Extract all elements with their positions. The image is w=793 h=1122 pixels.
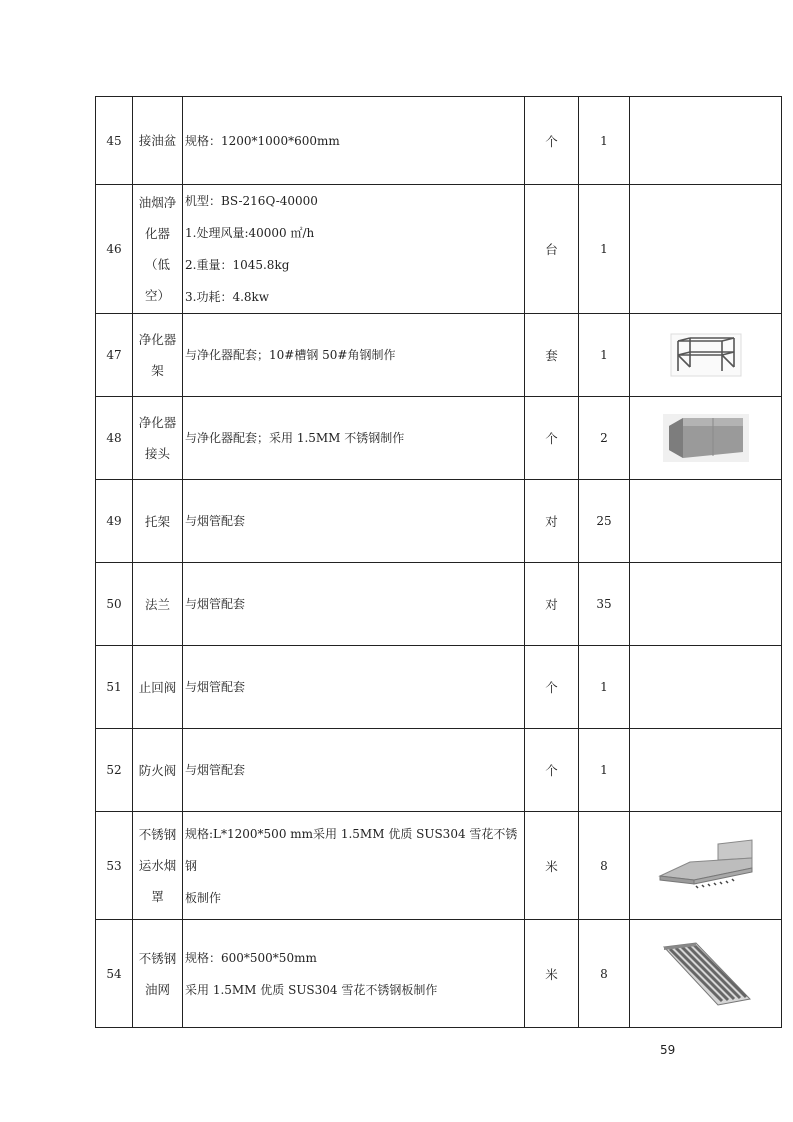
item-quantity: 1 [600,763,608,777]
item-quantity: 1 [600,348,608,362]
item-number-cell [96,646,133,729]
item-number-cell [96,729,133,812]
item-name-line: （低 [144,257,170,272]
equipment-table [95,96,782,1028]
item-image-cell [630,920,782,1028]
item-name-cell [133,397,183,480]
item-image-cell [630,97,782,185]
item-spec-line: 与烟管配套 [185,597,246,611]
item-quantity-cell [579,646,630,729]
item-name-line: 接头 [144,446,170,461]
page-number: 59 [660,1043,676,1057]
item-name-line: 托架 [144,513,170,529]
item-number-cell [96,812,133,920]
item-unit: 个 [545,133,558,149]
item-unit: 套 [545,348,558,363]
item-number: 45 [106,133,122,148]
grease-filter-image [656,966,756,980]
item-number: 47 [106,348,122,362]
item-spec-cell [183,729,525,812]
item-image-cell [630,563,782,646]
item-number: 48 [106,431,122,445]
item-image-cell [630,480,782,563]
item-spec-cell [183,812,525,920]
table-row [96,729,782,812]
item-name-cell [133,729,183,812]
item-name-cell [133,920,183,1028]
item-name-cell [133,646,183,729]
item-unit-cell [525,97,579,185]
item-unit-cell [525,563,579,646]
item-spec-line: 1.处理风量:40000 ㎡/h [185,226,315,240]
item-unit: 个 [545,763,558,778]
item-spec-cell [183,185,525,314]
item-spec-cell [183,646,525,729]
item-unit-cell [525,314,579,397]
item-name-line: 空） [144,288,170,303]
item-name-cell [133,563,183,646]
item-name-line: 净化器 [138,415,177,430]
item-name-line: 罩 [151,889,164,904]
item-image-cell [630,812,782,920]
item-number-cell [96,314,133,397]
table-row [96,97,782,185]
item-spec-line: 与净化器配套；10#槽钢 50#角钢制作 [185,348,396,362]
range-hood-image [656,858,756,872]
item-number-cell [96,397,133,480]
item-spec-cell [183,563,525,646]
item-spec-line: 3.功耗：4.8kw [185,290,270,304]
item-unit-cell [525,646,579,729]
item-spec-line: 板制作 [185,890,222,905]
item-spec-line: 与烟管配套 [185,763,246,777]
item-spec-cell [183,314,525,397]
item-number: 51 [106,680,122,694]
item-spec-line: 采用 1.5MM 优质 SUS304 雪花不锈钢板制作 [185,982,438,997]
item-name-cell [133,480,183,563]
item-quantity-cell [579,397,630,480]
item-unit: 对 [545,597,558,612]
item-quantity: 1 [600,242,608,256]
item-unit-cell [525,397,579,480]
item-name-line: 防火阀 [138,762,177,778]
item-name-cell [133,812,183,920]
item-name-line: 净化器 [138,332,177,347]
item-quantity: 8 [600,966,608,981]
item-image-cell [630,729,782,812]
table-row [96,920,782,1028]
item-unit: 个 [545,431,558,446]
item-name-line: 油烟净 [138,195,177,210]
item-quantity: 1 [600,680,608,694]
item-number-cell [96,920,133,1028]
table-row [96,646,782,729]
item-number-cell [96,480,133,563]
item-quantity-cell [579,920,630,1028]
table-row [96,314,782,397]
item-spec-line: 规格：1200*1000*600mm [185,133,340,148]
item-spec-cell [183,97,525,185]
table-row [96,397,782,480]
item-number-cell [96,97,133,185]
item-number-cell [96,563,133,646]
item-number: 50 [106,597,122,611]
item-name-line: 不锈钢 [138,950,177,966]
item-spec-cell [183,480,525,563]
item-quantity-cell [579,314,630,397]
table-row [96,563,782,646]
steel-frame-image [670,348,742,362]
item-unit: 米 [545,858,558,874]
item-quantity-cell [579,563,630,646]
item-spec-cell [183,920,525,1028]
item-image-cell [630,314,782,397]
item-spec-line: 2.重量：1045.8kg [185,258,290,272]
item-name-line: 止回阀 [138,679,177,695]
item-number: 46 [106,242,122,256]
item-spec-line: 与烟管配套 [185,514,246,528]
item-unit: 米 [545,966,558,982]
item-quantity-cell [579,97,630,185]
item-quantity-cell [579,729,630,812]
item-unit-cell [525,920,579,1028]
item-number: 52 [106,763,122,777]
item-image-cell [630,646,782,729]
item-number: 49 [106,514,122,528]
item-spec-cell [183,397,525,480]
item-name-line: 不锈钢 [138,827,177,842]
item-unit-cell [525,480,579,563]
item-name-cell [133,185,183,314]
item-spec-line: 规格:L*1200*500 mm采用 1.5MM 优质 SUS304 雪花不锈钢 [185,826,518,873]
table-body [96,97,782,1028]
table-row [96,480,782,563]
item-unit: 对 [545,514,558,529]
item-image-cell [630,185,782,314]
item-spec-line: 规格：600*500*50mm [185,950,317,965]
item-unit-cell [525,729,579,812]
item-unit-cell [525,812,579,920]
table-row [96,812,782,920]
item-quantity: 2 [600,431,608,445]
duct-connector-image [663,431,749,445]
item-unit: 台 [545,242,558,257]
item-name-line: 化器 [144,226,170,241]
item-spec-line: 机型：BS-216Q-40000 [185,194,318,208]
item-number: 53 [106,858,122,873]
item-quantity-cell [579,185,630,314]
item-name-line: 法兰 [144,596,170,612]
item-name-line: 接油盆 [138,133,177,148]
item-number-cell [96,185,133,314]
item-name-line: 油网 [144,981,170,997]
item-quantity: 35 [596,597,612,611]
item-name-cell [133,97,183,185]
item-name-cell [133,314,183,397]
item-quantity-cell [579,480,630,563]
item-quantity: 8 [600,858,608,873]
item-spec-line: 与净化器配套；采用 1.5MM 不锈钢制作 [185,431,405,445]
item-unit: 个 [545,680,558,695]
item-quantity: 25 [596,514,612,528]
item-unit-cell [525,185,579,314]
item-number: 54 [106,966,122,981]
item-image-cell [630,397,782,480]
item-spec-line: 与烟管配套 [185,680,246,694]
item-name-line: 架 [151,363,164,378]
item-quantity-cell [579,812,630,920]
item-name-line: 运水烟 [138,858,177,873]
table-row [96,185,782,314]
item-quantity: 1 [600,133,608,148]
